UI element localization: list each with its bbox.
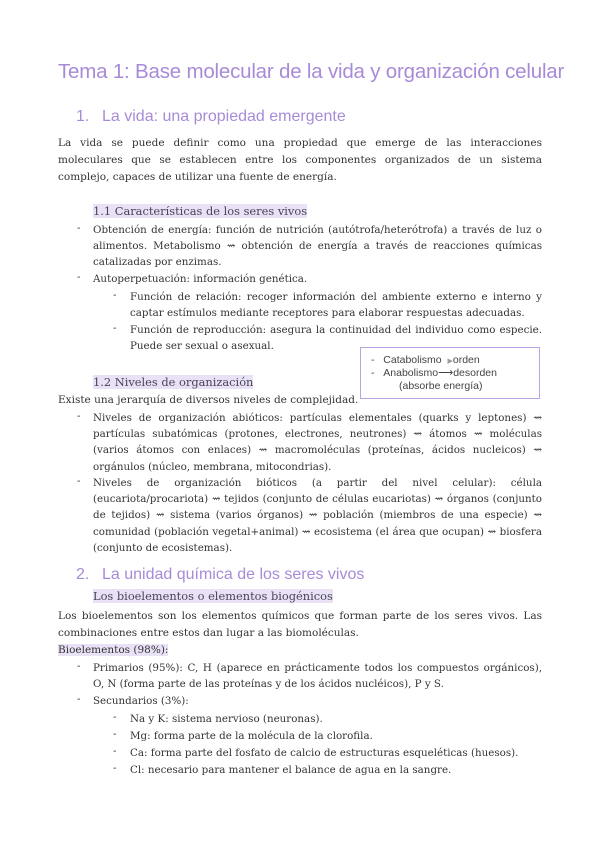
- box-row-catabolismo: - Catabolismo ▶orden: [371, 354, 480, 366]
- subsection-2-heading: Los bioelementos o elementos biogénicos: [93, 589, 333, 603]
- page-title: Tema 1: Base molecular de la vida y organización celular: [58, 60, 565, 83]
- bullet-secundarios: Secundarios (3%):: [93, 695, 189, 707]
- section-2-number: 2.: [76, 566, 90, 583]
- section-1-title: La vida: una propiedad emergente: [102, 108, 346, 125]
- section-2-title: La unidad química de los seres vivos: [102, 566, 365, 583]
- arrow-icon: ⟶: [438, 367, 454, 379]
- box-row-anabolismo: - Anabolismo⟶desorden: [371, 367, 497, 379]
- section-1-heading: [76, 108, 346, 126]
- bullet-dash: -: [113, 322, 117, 334]
- bullet-dash: -: [113, 762, 117, 774]
- bullet-reproduccion: Función de reproducción: asegura la continuidad del individuo como especie. Puede ser sexual o asexual.: [130, 324, 542, 353]
- bullet-dash: -: [113, 711, 117, 723]
- arrow-icon: ▶: [447, 357, 453, 365]
- bullet-dash: -: [113, 728, 117, 740]
- section-1-number: 1.: [76, 108, 90, 125]
- bullet-dash: -: [77, 222, 81, 234]
- bullet-na-k: Na y K: sistema nervioso (neuronas).: [130, 713, 323, 725]
- bullet-abioticos: Niveles de organización abióticos: partículas elementales (quarks y leptones) ⇝ partículas subatómicas (protones, electrones, neutrones) ⇝ átomos ⇝ moléculas (varios átomos con enlaces) ⇝ macromoléculas (proteínas, ácidos nucleicos) ⇝ orgánulos (núcleo, membrana, mitocondrias).: [93, 412, 542, 473]
- bullet-dash: -: [77, 693, 81, 705]
- bullet-dash: -: [113, 745, 117, 757]
- section-1-intro: La vida se puede definir como una propiedad que emerge de las interacciones moleculares que se establecen entre los componentes organizados de un sistema complejo, capaces de utilizar una fuente de energía.: [58, 137, 542, 183]
- box-row-note: (absorbe energía): [399, 380, 483, 392]
- bullet-primarios: Primarios (95%): C, H (aparece en prácticamente todos los compuestos orgánicos), O, N (forma parte de las proteínas y de los ácidos nucléicos), P y S.: [93, 662, 542, 691]
- subsection-1-1-heading: 1.1 Características de los seres vivos: [93, 204, 308, 218]
- bullet-relacion: Función de relación: recoger información del ambiente externo e interno y captar estímulos mediante receptores para elaborar respuestas adecuadas.: [130, 291, 542, 320]
- bullet-mg: Mg: forma parte de la molécula de la clorofila.: [130, 730, 373, 742]
- subsection-1-2-intro: Existe una jerarquía de diversos niveles de complejidad.: [58, 394, 359, 406]
- bullet-dash: -: [113, 289, 117, 301]
- bioelementos-label: Bioelementos (98%):: [58, 644, 169, 656]
- subsection-1-2-heading: 1.2 Niveles de organización: [93, 375, 254, 389]
- bullet-dash: -: [77, 475, 81, 487]
- section-2-intro: Los bioelementos son los elementos químicos que forman parte de los seres vivos. Las combinaciones entre estos dan lugar a las biomoléculas.: [58, 610, 542, 639]
- bullet-ca: Ca: forma parte del fosfato de calcio de estructuras esqueléticas (huesos).: [130, 747, 519, 759]
- bullet-dash: -: [77, 660, 81, 672]
- bullet-cl: Cl: necesario para mantener el balance de agua en la sangre.: [130, 764, 452, 776]
- bullet-autoperpetuacion: Autoperpetuación: información genética.: [93, 273, 308, 285]
- bullet-energia: Obtención de energía: función de nutrición (autótrofa/heterótrofa) a través de luz o alimentos. Metabolismo ⇝ obtención de energía a través de reacciones químicas catalizadas por enzimas.: [93, 224, 542, 269]
- section-2-heading: [76, 566, 364, 584]
- bullet-dash: -: [77, 410, 81, 422]
- bullet-bioticos: Niveles de organización bióticos (a partir del nivel celular): célula (eucariota/procariota) ⇝ tejidos (conjunto de células eucariotas) ⇝ órganos (conjunto de tejidos) ⇝ sistema (varios órganos) ⇝ población (miembros de una especie) ⇝ comunidad (población vegetal+animal) ⇝ ecosistema (el área que ocupan) ⇝ biosfera (conjunto de ecosistemas).: [93, 477, 542, 554]
- bullet-dash: -: [77, 271, 81, 283]
